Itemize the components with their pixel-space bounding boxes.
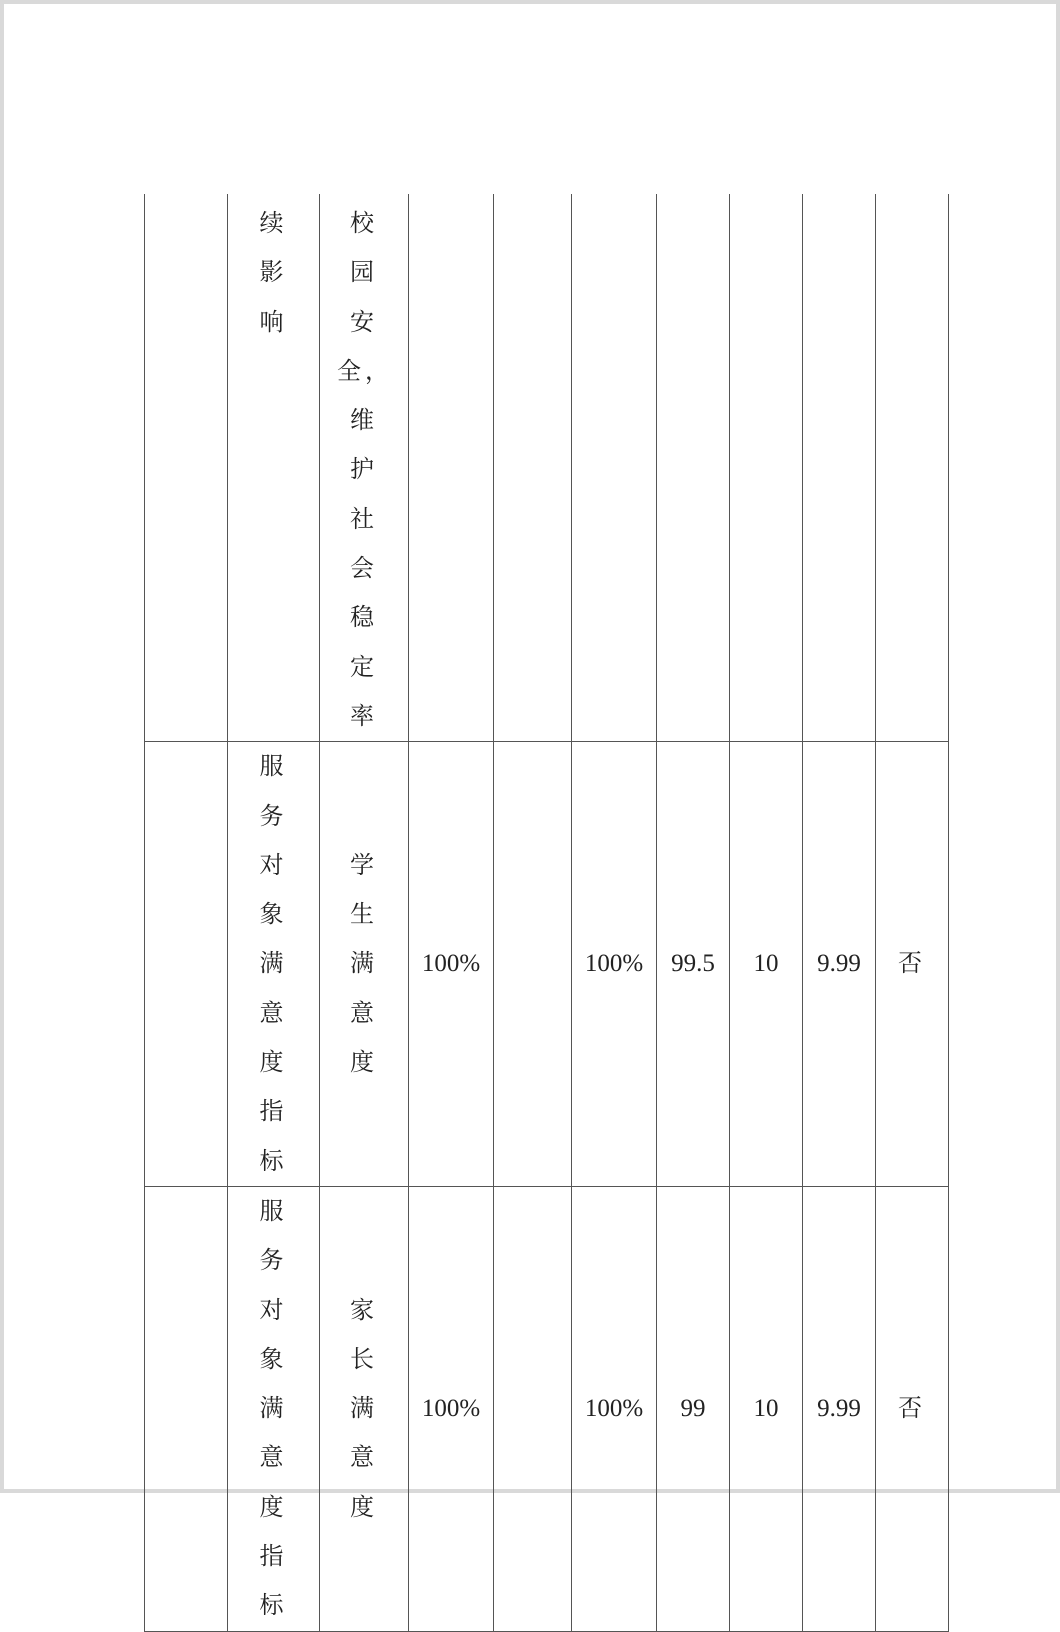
- cell-indicator: 学生满意度: [320, 742, 409, 1187]
- cell-score-a: 99.5: [657, 742, 730, 1187]
- table-row: [145, 1186, 949, 1631]
- cell-level1: [145, 742, 228, 1187]
- cell-score: 9.99: [803, 742, 876, 1187]
- cell-annual-target: 100%: [409, 1186, 494, 1631]
- cell-level2: 服务对象满意度指标: [228, 742, 320, 1187]
- cell-flag: 否: [876, 1186, 949, 1631]
- cell-actual: [572, 194, 657, 742]
- cell-indicator: 校园安全，维护社会稳定率: [320, 194, 409, 742]
- cell-blank: [494, 1186, 572, 1631]
- cell-level1: [145, 1186, 228, 1631]
- table-row: [145, 742, 949, 1187]
- cell-annual-target: [409, 194, 494, 742]
- cell-score: [803, 194, 876, 742]
- cell-flag: [876, 194, 949, 742]
- cell-annual-target: 100%: [409, 742, 494, 1187]
- cell-actual: 100%: [572, 1186, 657, 1631]
- cell-score-a: [657, 194, 730, 742]
- cell-actual: 100%: [572, 742, 657, 1187]
- cell-flag: 否: [876, 742, 949, 1187]
- cell-level2: 续影响: [228, 194, 320, 742]
- cell-weight: [730, 194, 803, 742]
- cell-weight: 10: [730, 1186, 803, 1631]
- cell-indicator: 家长满意度: [320, 1186, 409, 1631]
- cell-level1: [145, 194, 228, 742]
- cell-blank: [494, 194, 572, 742]
- cell-weight: 10: [730, 742, 803, 1187]
- cell-score: 9.99: [803, 1186, 876, 1631]
- cell-blank: [494, 742, 572, 1187]
- cell-score-a: 99: [657, 1186, 730, 1631]
- performance-table: [144, 194, 949, 1632]
- table-row: [145, 194, 949, 742]
- cell-level2: 服务对象满意度指标: [228, 1186, 320, 1631]
